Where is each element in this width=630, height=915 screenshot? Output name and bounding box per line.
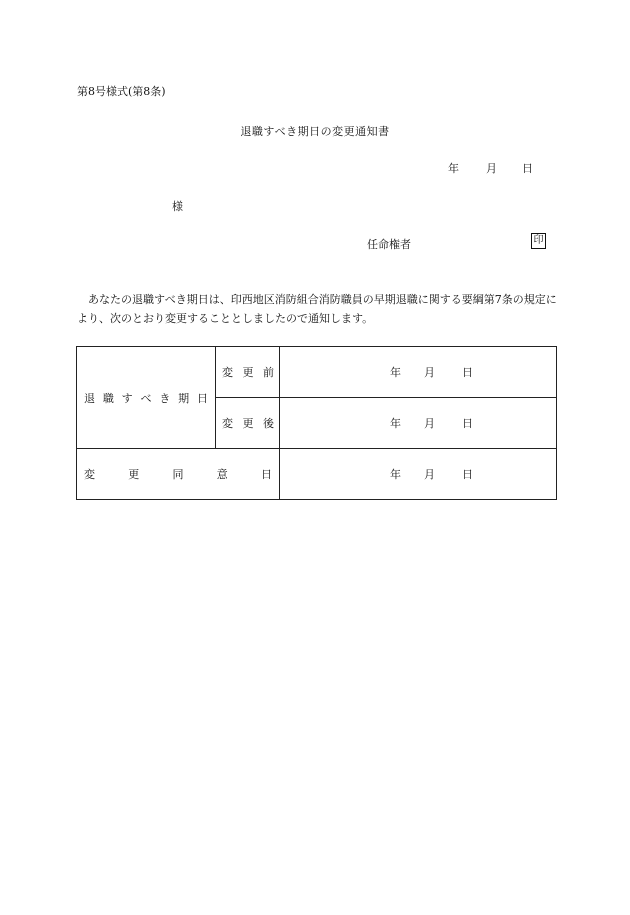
after-change-label-cell	[216, 398, 280, 449]
consent-date-label-cell	[77, 449, 280, 500]
issue-date-year: 年	[448, 162, 459, 175]
issue-date-month: 月	[486, 162, 497, 175]
consent-year: 年	[390, 468, 401, 481]
issue-date	[448, 160, 533, 176]
form-number: 第8号様式(第8条)	[77, 85, 166, 98]
document-title: 退職すべき期日の変更通知書	[240, 125, 390, 138]
before-change-month: 月	[424, 366, 435, 379]
after-change-label: 変 更 後	[222, 417, 274, 430]
after-change-year: 年	[390, 417, 401, 430]
before-change-day: 日	[462, 366, 473, 379]
before-change-label: 変 更 前	[222, 366, 274, 379]
before-change-label-cell	[216, 347, 280, 398]
recipient-honorific: 様	[172, 200, 183, 213]
after-change-date-cell	[280, 398, 557, 449]
before-change-date-cell	[280, 347, 557, 398]
retirement-date-label: 退 職 す べ き 期 日	[84, 391, 208, 405]
table-row	[77, 449, 557, 500]
retirement-date-label-cell	[77, 347, 216, 449]
table-row	[77, 347, 557, 398]
before-change-year: 年	[390, 366, 401, 379]
after-change-day: 日	[462, 417, 473, 430]
consent-day: 日	[462, 468, 473, 481]
retirement-date-table	[76, 346, 557, 500]
consent-month: 月	[424, 468, 435, 481]
seal-mark: 印	[531, 233, 546, 249]
notice-body: あなたの退職すべき期日は、印西地区消防組合消防職員の早期退職に関する要綱第7条の規定により、次のとおり変更することとしましたので通知します。	[77, 293, 557, 325]
after-change-month: 月	[424, 417, 435, 430]
consent-date-cell	[280, 449, 557, 500]
consent-date-label: 変 更 同 意 日	[84, 468, 272, 481]
appointing-authority-label: 任命権者	[367, 238, 411, 251]
issue-date-day: 日	[522, 162, 533, 175]
